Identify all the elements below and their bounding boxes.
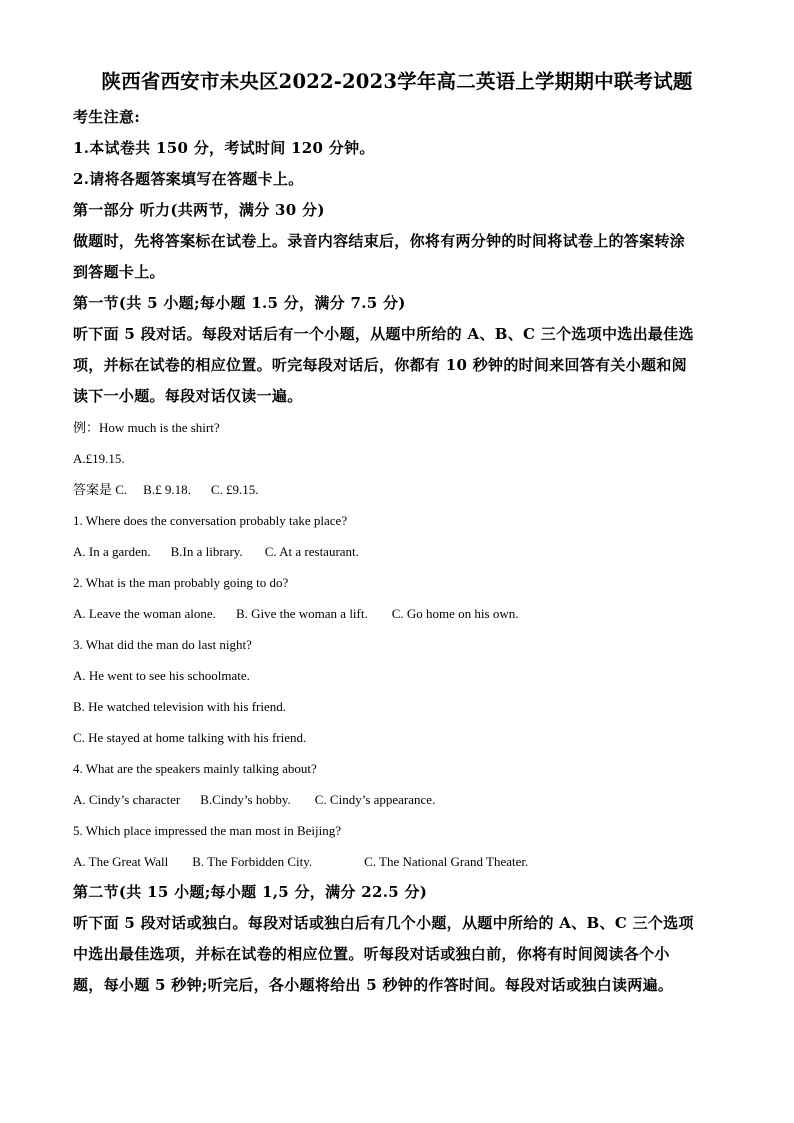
notice-item-1: 1.本试卷共 150 分，考试时间 120 分钟。 <box>73 139 375 157</box>
example-option-a: A.£19.15. <box>73 451 125 466</box>
page-title: 陕西省西安市未央区2022-2023学年高二英语上学期期中联考试题 <box>101 70 693 93</box>
option-a: A. The Great Wall <box>73 854 169 869</box>
option-a: A. Cindy’s character <box>73 792 181 807</box>
option-b: B.Cindy’s hobby. <box>200 792 291 807</box>
section1-instruction-line-3: 读下一小题。每段对话仅读一遍。 <box>73 387 303 405</box>
question-2-options <box>73 598 723 629</box>
question-5: 5. Which place impressed the man most in Beijing? <box>73 823 342 838</box>
question-1: 1. Where does the conversation probably take place? <box>73 513 348 528</box>
option-c: C. At a restaurant. <box>264 544 359 559</box>
part1-instruction-line-2: 到答题卡上。 <box>73 263 165 281</box>
question-1-options <box>73 536 723 567</box>
part1-instruction-line-1: 做题时，先将答案标在试卷上。录音内容结束后，你将有两分钟的时间将试卷上的答案转涂 <box>73 232 686 250</box>
example-option-c: C. £9.15. <box>210 482 259 497</box>
section2-instruction-line-3: 题，每小题 5 秒钟;听完后，各小题将给出 5 秒钟的作答时间。每段对话或独白读两遍。 <box>73 976 674 994</box>
option-b: B. The Forbidden City. <box>192 854 313 869</box>
option-b: B.In a library. <box>170 544 243 559</box>
question-4: 4. What are the speakers mainly talking about? <box>73 761 317 776</box>
document-body <box>73 102 723 1001</box>
question-3: 3. What did the man do last night? <box>73 637 252 652</box>
example-question: 例：How much is the shirt? <box>73 420 220 435</box>
question-3-option-b: B. He watched television with his friend. <box>73 699 287 714</box>
section2-instruction-line-2: 中选出最佳选项，并标在试卷的相应位置。听每段对话或独白前，你将有时间阅读各个小 <box>73 945 670 963</box>
example-answer-label: 答案是 C. <box>73 482 128 497</box>
option-a: A. Leave the woman alone. <box>73 606 216 621</box>
option-c: C. The National Grand Theater. <box>364 854 529 869</box>
notice-item-2: 2.请将各题答案填写在答题卡上。 <box>73 170 304 188</box>
question-3-option-a: A. He went to see his schoolmate. <box>73 668 250 683</box>
part1-heading: 第一部分 听力(共两节，满分 30 分) <box>73 201 325 219</box>
question-4-options <box>73 784 723 815</box>
option-c: C. Go home on his own. <box>391 606 519 621</box>
section2-heading: 第二节(共 15 小题;每小题 1,5 分，满分 22.5 分) <box>73 883 428 901</box>
question-3-option-c: C. He stayed at home talking with his friend. <box>73 730 307 745</box>
notice-heading: 考生注意: <box>73 108 141 126</box>
question-2: 2. What is the man probably going to do? <box>73 575 289 590</box>
section1-instruction-line-2: 项，并标在试卷的相应位置。听完每段对话后，你都有 10 秒钟的时间来回答有关小题和阅 <box>73 356 687 374</box>
option-c: C. Cindy’s appearance. <box>314 792 436 807</box>
section1-instruction-line-1: 听下面 5 段对话。每段对话后有一个小题，从题中所给的 A、B、C 三个选项中选出最佳选 <box>73 325 694 343</box>
option-a: A. In a garden. <box>73 544 151 559</box>
example-answer <box>73 474 723 505</box>
example-option-b: B.£ 9.18. <box>143 482 191 497</box>
option-b: B. Give the woman a lift. <box>235 606 368 621</box>
section2-instruction-line-1: 听下面 5 段对话或独白。每段对话或独白后有几个小题，从题中所给的 A、B、C 三个选项 <box>73 914 694 932</box>
section1-heading: 第一节(共 5 小题;每小题 1.5 分，满分 7.5 分) <box>73 294 406 312</box>
question-5-options <box>73 846 723 877</box>
